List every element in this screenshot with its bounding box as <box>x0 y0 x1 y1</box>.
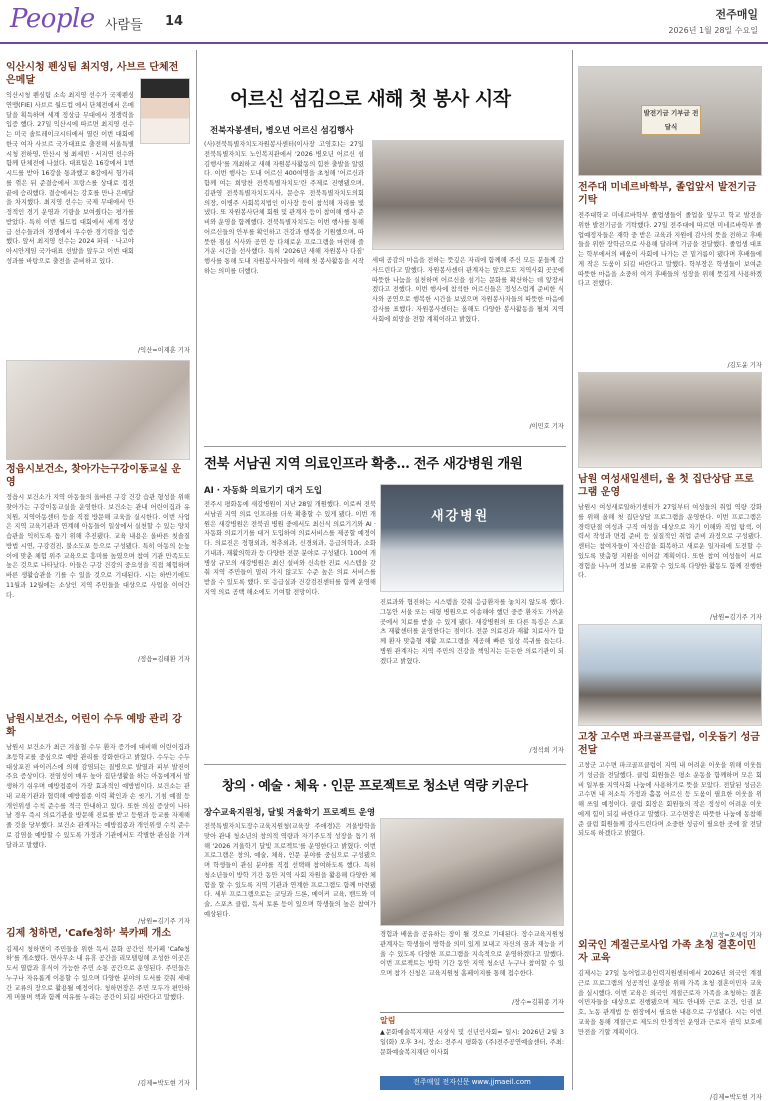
story-title: 남원 여성새일센터, 올 첫 집단상담 프로그램 운영 <box>578 474 754 498</box>
story-text: 고창군 고수면 파크골프클럽이 지역 내 어려운 이웃을 위해 이웃돕기 성금을 전달했다. 클럽 회원들은 평소 운동을 함께하며 모은 회비 일부를 지역사회 나눔에 사용하기로 뜻을 모았다. 전달된 성금은 고수면 내 저소득 가정과 홀몸 어르신 등 도움이 필요한 이웃을 위해 쓰일 예정이다. 클럽 회장은 회원들의 작은 정성이 어려운 이웃에게 힘이 되길 바란다고 말했다. 고수면장은 따뜻한 나눔에 동참해 준 클럽 회원들께 감사드린다며 소중한 성금이 필요한 곳에 잘 전달되도록 하겠다고 밝혔다. <box>578 762 762 838</box>
hospital-text-right <box>380 598 564 758</box>
story-title: 익산시청 펜싱팀 최지영, 사브르 단체전 은메달 <box>6 62 179 86</box>
story-book-cafe <box>6 928 190 1090</box>
story-text: 정읍시 보건소가 지역 아동들의 올바른 구강 건강 습관 형성을 위해 찾아가는 구강이동교실을 운영한다. 보건소는 관내 어린이집과 유치원, 지역아동센터 등을 직접 방문해 교육을 실시한다. 이번 사업은 지역 교육기관과 연계해 아동들이 일상에서 실천할 수 있는 양치 습관을 익히도록 돕기 위해 추진됐다. 교육 내용은 올바른 칫솔질 방법 시연, 구강검진, 불소도포 등으로 구성됐다. 특히 아동의 눈높이에 맞춘 체험 위주 교육으로 흥미를 높였으며 참여 기관 만족도도 높은 것으로 나타났다. 이들은 구강 건강의 중요성을 직접 체험하며 바른 생활습관을 기를 수 있을 것으로 기대된다. 시는 하반기에도 11월과 12월에는 소상인 지역 주민들을 대상으로 사업을 이어간다. <box>6 494 190 599</box>
subheadline: 전북자봉센터, 병오년 어르신 섬김행사 <box>210 126 354 136</box>
byline: /남원=김기주 기자 <box>710 614 762 621</box>
story-text: 세대 공감의 마음을 전하는 뜻깊은 자리에 함께해 주신 모든 분들께 감사드린다고 말했다. 자원봉사센터 관계자는 앞으로도 지역사회 곳곳에 따뜻한 나눔을 실천하며 어르신을 섬기는 문화를 확산하는 데 앞장서겠다고 전했다. 이번 행사에 참석한 어르신들은 정성스럽게 준비한 식사와 공연으로 행복한 시간을 보냈으며 자원봉사자들의 따뜻한 마음에 감사를 표했다. 자원봉사센터는 올해도 다양한 봉사활동을 펼쳐 지역사회에 희망을 전할 계획이라고 밝혔다. <box>372 257 564 323</box>
story-text: 전북특별자치도장수교육지원청(교육장 주애경)은 겨울방학을 맞아 관내 청소년의 창의적 역량과 자기주도적 성장을 돕기 위해 '2026 겨울학기 달빛 프로젝트'를 운영한다고 밝혔다. 이번 프로그램은 창의, 예술, 체육, 인문 분야를 중심으로 구성됐으며 학생들이 관심 분야를 직접 선택해 참여하도록 했다. 특히 청소년들이 방학 기간 동안 지역 사회 자원을 활용해 다양한 체험을 할 수 있도록 지역 기관과 연계한 프로그램도 함께 마련됐다. 세부 프로그램으로는 코딩과 드론, 메이커 교육, 밴드와 미술, 스포츠 클럽, 독서 토론 등이 있으며 학생들의 높은 참여가 예상된다. <box>204 823 376 918</box>
issue-date: 2026년 1월 28일 수요일 <box>668 26 758 35</box>
section-divider <box>204 446 566 447</box>
hospital-opening-photo <box>380 484 564 592</box>
section-name: 사람들 <box>105 18 143 33</box>
story-text: (사)전북특별자치도자원봉사센터(이사장 고영호)는 27일 전북특별자치도 노인복지관에서 '2026 병오년 어르신 섬김행사'를 개최하고 새해 자원봉사활동의 힘찬 출발을 알렸다. 이번 행사는 도내 어르신 400여명을 초청해 '어르신과 함께 여는 희망찬 전북특별자치도'란 주제로 진행됐으며, 김관영 전북특별자치도지사, 문승우 전북특별자치도의회 의장, 이병주 사회복지법인 이사장 등이 참석해 자리를 빛냈다. 또 자원봉사단체 회원 및 관계자 등이 참여해 행사 준비와 운영을 함께했다. 전북특별자치도는 이번 행사를 통해 어르신들의 안부를 확인하고 건강과 행복을 기원했으며, 따뜻한 점심 식사와 공연 등 다채로운 프로그램을 마련해 즐거운 시간을 선사했다. 특히 '2026년 새해 자원봉사 다짐' 행사를 통해 도내 자원봉사자들이 새해 첫 봉사활동을 시작하는 의미를 더했다. <box>204 141 364 275</box>
story-text: 익산시청 펜싱팀 소속 최지영 선수가 국제펜싱연맹(FIE) 사브르 월드컵 에서 단체전에서 은메달을 획득하며 세계 정상급 무대에서 경쟁력을 입증 했다. 27일 익산시에 따르면 최지영 선수는 미국 솔트레이크시티에서 열린 이번 대회에 한국 여자 사브르 국가대표로 출전해 서울특별시청 전하영, 안산시 청 최세빈 · 서지연 선수와 함께 단체전에 나섰다. 대표팀은 16강에서 1번 시드를 받아 16강을 통과했고 8강에서 헝가리를 꺾은 뒤 준결승에서 프랑스를 상대로 접전 끝에 승리했다. 결승에서는 강호를 만나 은메달을 차지했다. 최지영 선수는 국제 무대에서 안정적인 경기 운영과 기량을 보여줬다는 평가를 받았다. 특히 이번 월드컵 대회에서 세계 정상급 선수들과의 경쟁에서 우수한 경기력을 입증했다. 앞서 최지영 선수는 2024 파리 · 나고야 아시안게임 국가대표 선발을 앞두고 이번 대회 성과를 바탕으로 출전을 준비하고 있다. <box>6 92 134 265</box>
headline: 창의 · 예술 · 체육 · 인문 프로젝트로 청소년 역량 키운다 <box>222 779 528 794</box>
e-paper-banner[interactable]: 전주매일 전자신문 www.jjmaeil.com <box>380 1076 564 1090</box>
story-text: 전주대학교 미네르바학부 졸업생들이 졸업을 앞두고 학교 발전을 위한 발전기금을 기탁했다. 27일 전주대에 따르면 미네르바학부 졸업예정자들은 재학 중 받은 교육과 지원에 감사의 뜻을 전하고 후배들을 위한 장학금으로 사용해 달라며 기금을 전달했다. 졸업생 대표는 학부에서의 배움이 사회에 나가는 큰 밑거름이 됐다며 후배들에게 작은 도움이 되길 바란다고 말했다. 학부장은 학생들이 보여준 따뜻한 마음을 소중히 여겨 후배들의 성장을 위해 뜻깊게 사용하겠다고 전했다. <box>578 212 762 288</box>
story-fencing <box>6 62 190 354</box>
byline: /정읍=김태환 기자 <box>138 656 190 663</box>
story-text: 진료과와 협진하는 시스템을 갖춰 응급환자를 놓치지 않도록 했다. 그동안 서울 또는 대형 병원으로 이송해야 했던 중증 환자도 가까운 곳에서 치료를 받을 수 있게 됐다. 새강병원의 또 다른 특징은 스포츠 재활센터를 운영한다는 점이다. 전문 의료진과 재활 치료사가 함께 환자 맞춤형 재활 프로그램을 제공해 빠른 일상 복귀를 돕는다. 병원 관계자는 지역 주민의 건강을 책임지는 든든한 의료기관이 되겠다고 밝혔다. <box>380 599 564 665</box>
story-dental <box>6 464 190 664</box>
donation-photo <box>578 66 762 176</box>
section-divider <box>204 764 566 765</box>
story-text: 김제시는 27일 농어업고용인력지원센터에서 2026년 외국인 계절근로 프로그램의 성공적인 운영을 위해 가족 초청 결혼이민자 교육을 실시했다. 이번 교육은 외국인 계절근로자 가족을 초청하는 결혼이민자들을 대상으로 진행됐으며 제도 안내와 근로 조건, 인권 보호, 노동 관계법 등 현장에서 필요한 내용으로 구성됐다. 시는 이번 교육을 통해 계절근로 제도의 안정적인 운영과 근로자 권익 보호에 만전을 기할 계획이다. <box>578 970 762 1036</box>
story-title: 전주대 미네르바학부, 졸업앞서 발전기금 기탁 <box>578 182 757 206</box>
story-text: 경험과 배움을 공유하는 장이 될 것으로 기대된다. 장수교육지원청 관계자는 학생들이 방학을 의미 있게 보내고 자신의 꿈과 재능을 키울 수 있도록 다양한 프로그램을 지속적으로 운영하겠다고 말했다. 이번 프로젝트는 방학 기간 동안 지역 청소년 누구나 참여할 수 있으며 참가 신청은 교육지원청 홈페이지를 통해 접수한다. <box>380 931 564 977</box>
byline: /익산=이재훈 기자 <box>138 347 190 354</box>
youth-text-right <box>380 930 564 1010</box>
story-text: 남원시 여성새로일하기센터가 27일부터 여성들의 취업 역량 강화를 위해 올해 첫 집단상담 프로그램을 운영한다. 이번 프로그램은 경력단절 여성과 구직 여성을 대상으로 자기 이해와 직업 탐색, 이력서 작성과 면접 준비 등 실질적인 취업 준비 과정으로 구성됐다. 센터는 참여자들이 자신감을 회복하고 새로운 일자리에 도전할 수 있도록 맞춤형 지원을 이어갈 계획이다. 또한 참여 여성들이 서로 경험을 나누며 정보를 교류할 수 있도록 다양한 활동도 함께 진행한다. <box>578 504 762 580</box>
youth-class-photo <box>380 818 564 926</box>
byline: /고창=오세림 기자 <box>710 932 762 939</box>
volunteer-event-photo <box>372 140 564 250</box>
story-title: 김제 청하면, 'Cafe청하' 북카페 개소 <box>6 928 171 939</box>
volunteer-text-left <box>204 140 364 440</box>
page-header <box>0 0 768 44</box>
notice-title: 알림 <box>380 1016 396 1025</box>
story-text: 남원시 보건소가 최근 겨울철 수두 환자 증가에 대비해 어린이집과 초등학교를 중심으로 예방 관리를 강화한다고 밝혔다. 수두는 수두 대상포진 바이러스에 의해 감염되는 질병으로 발열과 피부 발진이 주요 증상이다. 전염성이 매우 높아 집단생활을 하는 아동에게서 발생하기 쉬우며 예방접종이 가장 효과적인 예방법이다. 보건소는 관내 교육기관과 협력해 예방접종 이력 확인과 손 씻기, 기침 예절 등 개인위생 수칙 준수를 적극 안내하고 있다. 또한 의심 증상이 나타날 경우 즉시 의료기관을 방문해 진료를 받고 등원과 등교를 자제해 줄 것을 당부했다. 보건소 관계자는 예방접종과 개인위생 수칙 준수로 감염을 예방할 수 있도록 가정과 기관에서도 각별한 관심을 가져 달라고 말했다. <box>6 744 190 849</box>
byline: /김제=박도현 기자 <box>710 1094 762 1101</box>
story-title: 남원시보건소, 어린이 수두 예방 관리 강화 <box>6 714 182 738</box>
donation-banner: 발전기금 기부금 전달식 <box>641 105 701 135</box>
byline: /김도윤 기자 <box>727 362 762 369</box>
subheadline: AI · 자동화 의료기기 대거 도입 <box>204 486 323 496</box>
volunteer-text-right <box>372 256 564 434</box>
notice-text: ▲문화예술복지재단 시상식 및 신년인사회= 일시: 2026년 2월 3일(화) 오후 3시, 장소: 전주시 평화동 (주)전주공연예술센터, 주최: 문화예술복지재단 이사회 <box>380 1029 564 1056</box>
byline: /남원=김기주 기자 <box>138 918 190 925</box>
page-number: 14 <box>165 14 184 29</box>
golf-club-photo <box>578 624 762 726</box>
paper-name: 전주매일 <box>715 8 758 21</box>
subheadline: 장수교육지원청, 달빛 겨울학기 프로젝트 운영 <box>204 808 376 818</box>
story-title: 정읍시보건소, 찾아가는구강이동교실 운영 <box>6 464 181 488</box>
dental-class-photo <box>6 360 190 460</box>
section-logo: People <box>10 4 95 34</box>
column-divider <box>572 50 573 1090</box>
women-center-photo <box>578 372 762 468</box>
byline: /장수=김휘종 기자 <box>512 999 564 1006</box>
story-text: 김제시 청하면이 주민들을 위한 독서 문화 공간인 북카페 'Cafe청하'를 개소했다. 면사무소 내 유휴 공간을 리모델링해 조성한 이곳은 도서 열람과 휴식이 가능한 주민 소통 공간으로 운영된다. 주민들은 누구나 자유롭게 이용할 수 있으며 다양한 분야의 도서를 갖춰 세대 간 교류의 장으로 활용될 예정이다. 청하면장은 주민 모두가 편안하게 머물며 책과 함께 여유를 누리는 공간이 되길 바란다고 말했다. <box>6 945 190 1002</box>
story-women-center <box>578 474 762 621</box>
hospital-sign: 새강병원 <box>431 509 490 524</box>
byline: /이민호 기자 <box>529 423 564 430</box>
headline: 어르신 섬김으로 새해 첫 봉사 시작 <box>230 88 511 110</box>
byline: /김제=박도현 기자 <box>138 1079 190 1087</box>
story-donation <box>578 182 762 369</box>
column-divider <box>196 50 197 1090</box>
story-text: 전주시 평화동에 새강병원이 지난 28일 개원했다. 이로써 전북 서남권 지역 의료 인프라를 더욱 확충할 수 있게 됐다. 이번 개원은 새강병원은 전북권 병원 중에서도 최신식 의료기기와 AI · 자동화 의료기기를 대거 도입하여 의료서비스를 제공할 예정이다. 의료진은 정형외과, 척추외과, 신경외과, 응급의학과, 소화기내과, 재활의학과 등 다양한 전문 분야로 구성됐다. 100여 개 병상 규모의 새강병원은 최신 설비와 신속한 진료 시스템을 갖춰 지역 주민들이 멀리 가지 않고도 수준 높은 의료 서비스를 받을 수 있도록 했다. 또 응급실과 건강검진센터를 함께 운영해 지역 의료 공백 해소에도 기여할 전망이다. <box>204 501 376 596</box>
youth-text-left <box>204 822 376 1090</box>
notice-box <box>380 1012 564 1074</box>
story-chickenpox <box>6 714 190 925</box>
story-title: 외국인 계절근로사업 가족 초청 결혼이민자 교육 <box>578 940 757 964</box>
fencer-portrait <box>140 78 190 144</box>
hospital-text-left <box>204 500 376 760</box>
headline: 전북 서남권 지역 의료인프라 확충… 전주 새강병원 개원 <box>204 456 523 472</box>
story-title: 고창 고수면 파크골프클럽, 이웃돕기 성금 전달 <box>578 732 760 756</box>
story-golf-club <box>578 732 762 939</box>
story-migrant-workers <box>578 940 762 1101</box>
byline: /정석희 기자 <box>529 747 564 754</box>
